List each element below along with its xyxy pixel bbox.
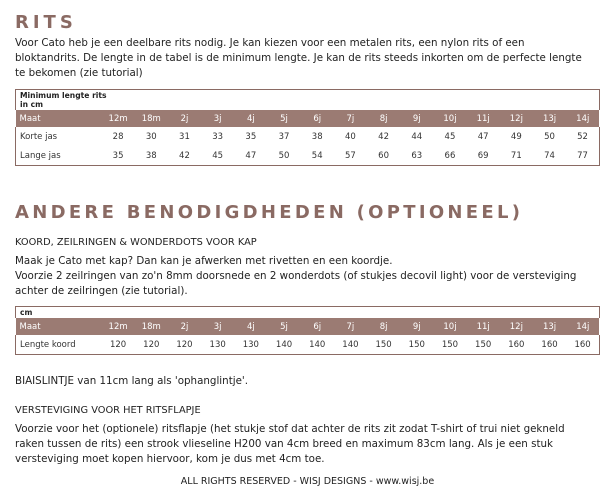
rits-size-header: 12m — [102, 110, 135, 127]
table-row — [16, 146, 600, 166]
row-label: Lengte koord — [16, 335, 102, 355]
rits-size-header: 9j — [400, 110, 433, 127]
koord-size-header: 6j — [301, 318, 334, 335]
koord-heading: KOORD, ZEILRINGEN & WONDERDOTS VOOR KAP — [15, 237, 257, 248]
koord-line-3: achter de zeilringen (zie tutorial). — [15, 285, 188, 297]
table-row — [16, 335, 600, 355]
table-cell: 33 — [212, 131, 224, 142]
koord-size-header: 14j — [566, 318, 599, 335]
rits-intro-line-2: bloktandrits. De lengte in de tabel is de minimum lengte. Je kan de rits steeds inkorten om de perfecte lengte — [15, 52, 582, 64]
table-cell: 52 — [566, 127, 599, 146]
versteviging-line-2: raken tussen de rits) een strook vlieseline H200 van 4cm breed en maximum 83cm lang. Als je een stuk — [15, 438, 553, 450]
rits-size-header: 12j — [500, 110, 533, 127]
table-cell: 71 — [500, 146, 533, 166]
koord-size-header: 5j — [267, 318, 300, 335]
koord-size-header: 13j — [533, 318, 566, 335]
rits-size-header: 11j — [467, 110, 500, 127]
rits-size-header: 8j — [367, 110, 400, 127]
rits-table — [15, 89, 600, 166]
table-cell: 140 — [334, 335, 367, 355]
koord-size-header: 3j — [201, 318, 234, 335]
koord-table-header-row — [16, 318, 600, 335]
table-cell: 38 — [311, 131, 323, 142]
section-title-rits: RITS — [15, 12, 77, 33]
table-cell: 47 — [477, 131, 489, 142]
koord-size-header: 7j — [334, 318, 367, 335]
table-cell: 37 — [278, 131, 290, 142]
rits-table-caption — [16, 90, 600, 111]
koord-size-header: 11j — [467, 318, 500, 335]
table-cell: 50 — [267, 146, 300, 166]
table-cell: 42 — [378, 131, 389, 142]
table-cell: 160 — [533, 335, 566, 355]
rits-size-header: 10j — [433, 110, 466, 127]
table-cell: 150 — [367, 335, 400, 355]
rits-size-header: 6j — [301, 110, 334, 127]
koord-size-header: 10j — [433, 318, 466, 335]
table-cell: 74 — [533, 146, 566, 166]
table-cell: 28 — [112, 131, 124, 142]
table-cell: 30 — [145, 131, 157, 142]
rits-size-header: 18m — [135, 110, 168, 127]
koord-line-1: Maak je Cato met kap? Dan kan je afwerken met rivetten en een koordje. — [15, 255, 393, 267]
table-cell: 35 — [245, 131, 257, 142]
rits-size-header: 7j — [334, 110, 367, 127]
table-cell: 38 — [135, 146, 168, 166]
table-cell: 49 — [510, 131, 522, 142]
table-cell: 44 — [411, 131, 423, 142]
table-cell: 35 — [102, 146, 135, 166]
table-cell: 45 — [201, 146, 234, 166]
table-cell: 54 — [301, 146, 334, 166]
koord-size-header: 18m — [135, 318, 168, 335]
versteviging-line-3: versteviging moet kopen hiervoor, kom je dus met 4cm toe. — [15, 453, 325, 465]
rits-size-header: 2j — [168, 110, 201, 127]
table-row — [16, 127, 600, 146]
table-cell: 160 — [500, 335, 533, 355]
rits-size-header: 3j — [201, 110, 234, 127]
koord-table — [15, 306, 600, 355]
koord-line-2: Voorzie 2 zeilringen van zo'n 8mm doorsnede en 2 wonderdots (of stukjes decovil light) voor de versteviging — [15, 270, 577, 282]
koord-table-caption: cm — [16, 307, 600, 319]
rits-size-header: 4j — [234, 110, 267, 127]
table-cell: 160 — [566, 335, 599, 355]
section-title-andere: ANDERE BENODIGDHEDEN (OPTIONEEL) — [15, 202, 524, 223]
koord-size-header: 8j — [367, 318, 400, 335]
table-cell: 69 — [467, 146, 500, 166]
rits-size-header: 5j — [267, 110, 300, 127]
rits-table-caption-line-1: Minimum lengte rits — [20, 91, 107, 100]
table-cell: 120 — [168, 335, 201, 355]
koord-size-header: 4j — [234, 318, 267, 335]
row-label: Lange jas — [16, 146, 102, 166]
versteviging-line-1: Voorzie voor het (optionele) ritsflapje (het stukje stof dat achter de rits zit zodat T-shirt of trui niet gekneld — [15, 423, 565, 435]
table-cell: 31 — [179, 131, 190, 142]
table-cell: 130 — [234, 335, 267, 355]
table-cell: 63 — [400, 146, 433, 166]
table-cell: 47 — [234, 146, 267, 166]
biais-line: BIAISLINTJE van 11cm lang als 'ophanglintje'. — [15, 375, 249, 387]
table-cell: 50 — [544, 131, 555, 142]
table-cell: 140 — [301, 335, 334, 355]
rits-intro-line-1: Voor Cato heb je een deelbare rits nodig. Je kan kiezen voor een metalen rits, een nylon rits of een — [15, 37, 525, 49]
rits-size-header: 13j — [533, 110, 566, 127]
rits-intro-line-3: te bekomen (zie tutorial) — [15, 67, 143, 79]
table-cell: 77 — [566, 146, 599, 166]
rits-table-caption-line-2: in cm — [20, 100, 44, 109]
table-cell: 130 — [201, 335, 234, 355]
koord-size-header: 9j — [400, 318, 433, 335]
table-cell: 66 — [433, 146, 466, 166]
koord-size-header: 12m — [102, 318, 135, 335]
koord-size-header: 2j — [168, 318, 201, 335]
table-cell: 150 — [467, 335, 500, 355]
row-label: Korte jas — [16, 127, 102, 146]
rits-size-header: 14j — [566, 110, 599, 127]
table-cell: 60 — [367, 146, 400, 166]
rits-table-header-label: Maat — [16, 110, 102, 127]
table-cell: 40 — [344, 131, 356, 142]
table-cell: 45 — [444, 131, 456, 142]
versteviging-heading: VERSTEVIGING VOOR HET RITSFLAPJE — [15, 405, 201, 416]
table-cell: 150 — [400, 335, 433, 355]
table-cell: 140 — [267, 335, 300, 355]
table-cell: 120 — [102, 335, 135, 355]
koord-size-header: 12j — [500, 318, 533, 335]
table-cell: 120 — [135, 335, 168, 355]
table-cell: 42 — [168, 146, 201, 166]
footer: ALL RIGHTS RESERVED - WISJ DESIGNS - www.wisj.be — [180, 476, 435, 487]
rits-table-header-row — [16, 110, 600, 127]
table-cell: 57 — [334, 146, 367, 166]
table-cell: 150 — [433, 335, 466, 355]
koord-table-header-label: Maat — [16, 318, 102, 335]
